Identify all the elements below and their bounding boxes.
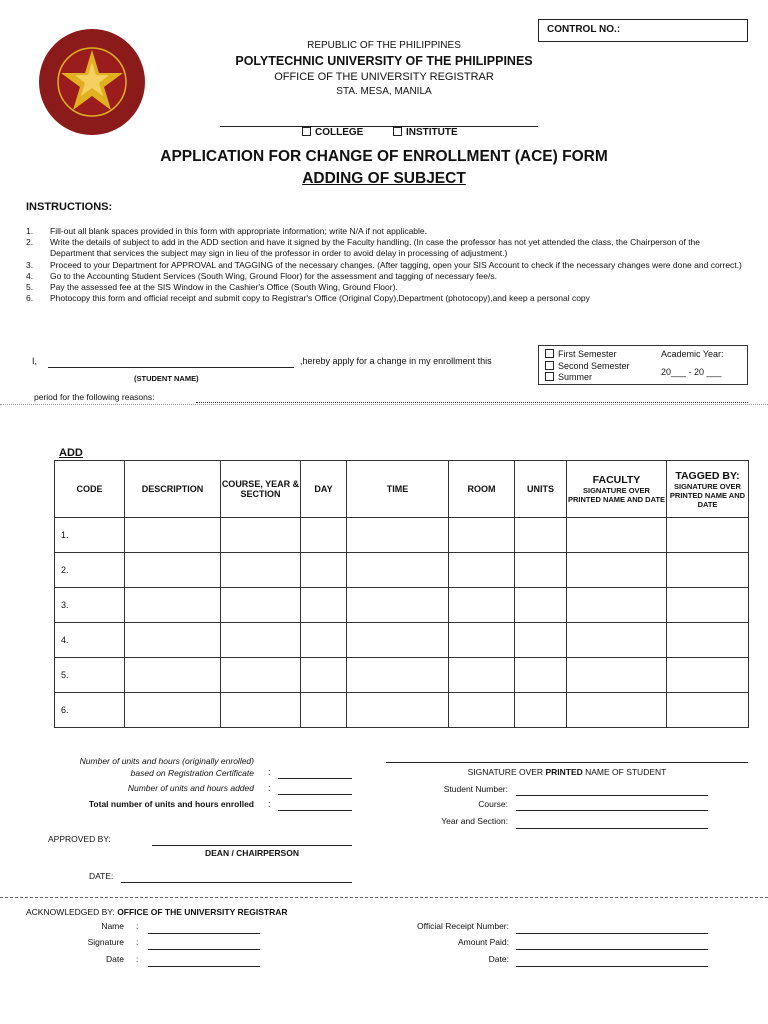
instruction-item [26,271,744,282]
ack-signature-field[interactable] [148,949,260,950]
table-cell[interactable] [125,553,221,588]
university-seal [38,28,146,136]
col-description: DESCRIPTION [125,461,221,518]
col-faculty [567,461,667,518]
amount-field[interactable] [516,949,708,950]
table-cell[interactable] [221,553,301,588]
row-number-cell[interactable]: 2. [55,553,125,588]
summer-label: Summer [558,372,593,382]
instruction-text: Go to the Accounting Student Services (South Wing, Ground Floor) for the assessment and tagging of necessary fee/s. [50,270,497,281]
table-row [55,588,749,623]
added-units-label: Number of units and hours added [127,783,254,793]
table-cell[interactable] [515,588,567,623]
control-number-box[interactable] [538,19,748,42]
instruction-item [26,237,744,259]
student-name-caption: (STUDENT NAME) [134,374,199,383]
ack-signature-label: Signature [87,937,124,947]
col-units: UNITS [515,461,567,518]
semester-box [538,345,748,385]
instruction-item [26,260,744,271]
university-name: POLYTECHNIC UNIVERSITY OF THE PHILIPPINES [235,54,533,68]
college-label: COLLEGE [315,127,364,138]
table-cell[interactable] [449,588,515,623]
year-section-field[interactable] [516,828,708,829]
instruction-number: 3. [26,259,34,270]
table-cell[interactable] [221,658,301,693]
instruction-number: 4. [26,270,34,281]
table-row [55,623,749,658]
ack-date-field[interactable] [148,966,260,967]
office-name: OFFICE OF THE UNIVERSITY REGISTRAR [274,71,494,83]
second-semester-checkbox[interactable] [545,361,554,370]
table-cell[interactable] [347,553,449,588]
total-units-label: Total number of units and hours enrolled [88,799,254,809]
tagged-header: TAGGED BY: [675,469,740,482]
table-header-row [55,461,749,518]
table-cell[interactable] [449,553,515,588]
orig-units-colon: : [268,767,271,777]
table-cell[interactable] [125,658,221,693]
table-row [55,518,749,553]
table-cell[interactable] [449,693,515,728]
control-number-label: CONTROL NO.: [547,24,621,35]
table-cell[interactable] [125,623,221,658]
dean-caption: DEAN / CHAIRPERSON [205,848,299,858]
table-cell[interactable] [515,693,567,728]
table-cell[interactable] [347,658,449,693]
table-cell[interactable] [667,553,749,588]
academic-year-label: Academic Year: [661,349,724,359]
col-time: TIME [347,461,449,518]
table-cell[interactable] [449,658,515,693]
table-cell[interactable] [347,588,449,623]
table-cell[interactable] [125,588,221,623]
col-day: DAY [301,461,347,518]
ack-name-colon: : [136,921,139,931]
instruction-number: 6. [26,293,34,304]
table-cell[interactable] [125,693,221,728]
instruction-number: 2. [26,237,34,248]
table-cell[interactable] [667,623,749,658]
table-cell[interactable] [221,588,301,623]
table-cell[interactable] [125,518,221,553]
sig-caption-bold: PRINTED [545,767,583,777]
total-units-field[interactable] [278,810,352,811]
form-title: APPLICATION FOR CHANGE OF ENROLLMENT (ACE) FORM [160,148,608,165]
table-cell[interactable] [221,693,301,728]
table-cell[interactable] [301,693,347,728]
table-cell[interactable] [449,518,515,553]
instruction-number: 5. [26,282,34,293]
first-semester-checkbox[interactable] [545,349,554,358]
table-cell[interactable] [301,588,347,623]
table-cell[interactable] [449,623,515,658]
orig-units-line1: Number of units and hours (originally enrolled) [79,756,254,766]
institute-option[interactable] [393,127,458,138]
i-label: I, [32,356,38,366]
course-label: Course: [478,799,508,809]
or-number-label: Official Receipt Number: [417,921,509,931]
receipt-date-field[interactable] [516,966,708,967]
table-cell[interactable] [667,588,749,623]
student-number-label: Student Number: [443,784,508,794]
row-number-cell[interactable]: 5. [55,658,125,693]
second-semester-option[interactable] [545,361,630,371]
table-row [55,553,749,588]
tagged-subheader: SIGNATURE OVER PRINTED NAME AND DATE [669,481,746,509]
receipt-date-label: Date: [488,954,509,964]
table-cell[interactable] [347,623,449,658]
ack-divider [0,897,768,898]
or-number-field[interactable] [516,933,708,934]
row-number-cell[interactable]: 3. [55,588,125,623]
first-semester-label: First Semester [558,349,617,359]
institute-checkbox[interactable] [393,127,402,136]
col-room: ROOM [449,461,515,518]
address: STA. MESA, MANILA [336,86,432,97]
course-field[interactable] [516,810,708,811]
college-option[interactable] [302,127,363,138]
period-text: period for the following reasons: [34,392,155,402]
total-units-colon: : [268,799,271,809]
year-section-label: Year and Section: [441,816,508,826]
table-cell[interactable] [567,553,667,588]
student-name-line[interactable] [48,367,294,368]
table-cell[interactable] [567,623,667,658]
table-cell[interactable] [515,553,567,588]
add-label: ADD [59,447,83,459]
instructions-heading: INSTRUCTIONS: [26,201,113,213]
student-number-field[interactable] [516,795,708,796]
faculty-header: FACULTY [592,474,641,486]
summer-checkbox[interactable] [545,372,554,381]
orig-units-line2: based on Registration Certificate [130,768,254,778]
instruction-item [26,293,744,304]
table-cell[interactable] [515,623,567,658]
table-cell[interactable] [667,693,749,728]
first-semester-option[interactable] [545,349,617,359]
sig-caption-pre: SIGNATURE OVER [467,767,546,777]
table-cell[interactable] [301,518,347,553]
added-units-field[interactable] [278,794,352,795]
ack-label: ACKNOWLEDGED BY: [26,907,115,917]
table-cell[interactable] [301,553,347,588]
instruction-text: Fill-out all blank spaces provided in this form with appropriate information; write N/A if not applicable. [50,226,428,236]
row-number-cell[interactable]: 4. [55,623,125,658]
ack-office: OFFICE OF THE UNIVERSITY REGISTRAR [117,907,288,917]
table-cell[interactable] [667,518,749,553]
ack-date-colon: : [136,954,139,964]
instruction-item [26,226,744,237]
ack-name-field[interactable] [148,933,260,934]
approval-date-field[interactable] [121,882,352,883]
department-line [220,126,538,127]
instruction-text: Photocopy this form and official receipt and submit copy to Registrar's Office (Original Copy),Department (photocopy),and keep a personal copy [50,293,590,304]
row-number-cell[interactable]: 6. [55,693,125,728]
amount-label: Amount Paid: [457,937,509,947]
approved-by-field[interactable] [152,845,352,846]
table-cell[interactable] [515,518,567,553]
instruction-text: Proceed to your Department for APPROVAL and TAGGING of the necessary changes. (After tagging, open your SIS Account to check if the necessary changes were done and correct.) [50,259,742,270]
table-row [55,658,749,693]
ack-signature-colon: : [136,937,139,947]
table-row [55,693,749,728]
academic-year-field[interactable]: 20___ - 20 ___ [661,367,722,377]
instruction-number: 1. [26,226,34,236]
approval-date-label: DATE: [89,871,114,881]
instruction-item [26,282,744,293]
add-subject-table [54,460,749,728]
summer-option[interactable] [545,372,592,382]
col-course: COURSE, YEAR & SECTION [221,461,301,518]
faculty-subheader: SIGNATURE OVER PRINTED NAME AND DATE [567,486,666,504]
table-cell[interactable] [221,518,301,553]
student-signature-line[interactable] [386,762,748,763]
orig-units-field[interactable] [278,778,352,779]
second-semester-label: Second Semester [558,361,630,371]
instruction-text: Pay the assessed fee at the SIS Window in the Cashier's Office (South Wing, Ground Floor). [50,282,398,293]
table-cell[interactable] [567,588,667,623]
orig-units-label [30,755,254,779]
col-code: CODE [55,461,125,518]
table-cell[interactable] [567,518,667,553]
added-units-colon: : [268,783,271,793]
student-signature-caption [386,767,748,777]
table-cell[interactable] [347,693,449,728]
form-subtitle: ADDING OF SUBJECT [302,170,466,187]
ack-date-label: Date [106,954,124,964]
instruction-text: Write the details of subject to add in the ADD section and have it signed by the Faculty handling. (In case the professor has not yet attended the class, the Chairperson of the Department that services the subject may sign in lieu of the professor in order to avoid delay in processing of adjustment.) [50,237,701,259]
col-tagged [667,461,749,518]
ack-name-label: Name [101,921,124,931]
approved-by-label: APPROVED BY: [48,834,111,844]
table-cell[interactable] [567,693,667,728]
table-cell[interactable] [667,658,749,693]
instructions-list [26,226,744,304]
institute-label: INSTITUTE [406,127,458,138]
table-cell[interactable] [567,658,667,693]
college-checkbox[interactable] [302,127,311,136]
table-cell[interactable] [301,658,347,693]
row-number-cell[interactable]: 1. [55,518,125,553]
table-cell[interactable] [221,623,301,658]
reasons-line[interactable] [196,402,748,403]
republic-label: REPUBLIC OF THE PHILIPPINES [307,40,461,51]
ack-heading [26,907,288,917]
table-cell[interactable] [301,623,347,658]
table-cell[interactable] [515,658,567,693]
apply-text: ,hereby apply for a change in my enrollment this [300,356,492,366]
sig-caption-post: NAME OF STUDENT [582,767,667,777]
section-divider [0,404,768,405]
table-cell[interactable] [347,518,449,553]
